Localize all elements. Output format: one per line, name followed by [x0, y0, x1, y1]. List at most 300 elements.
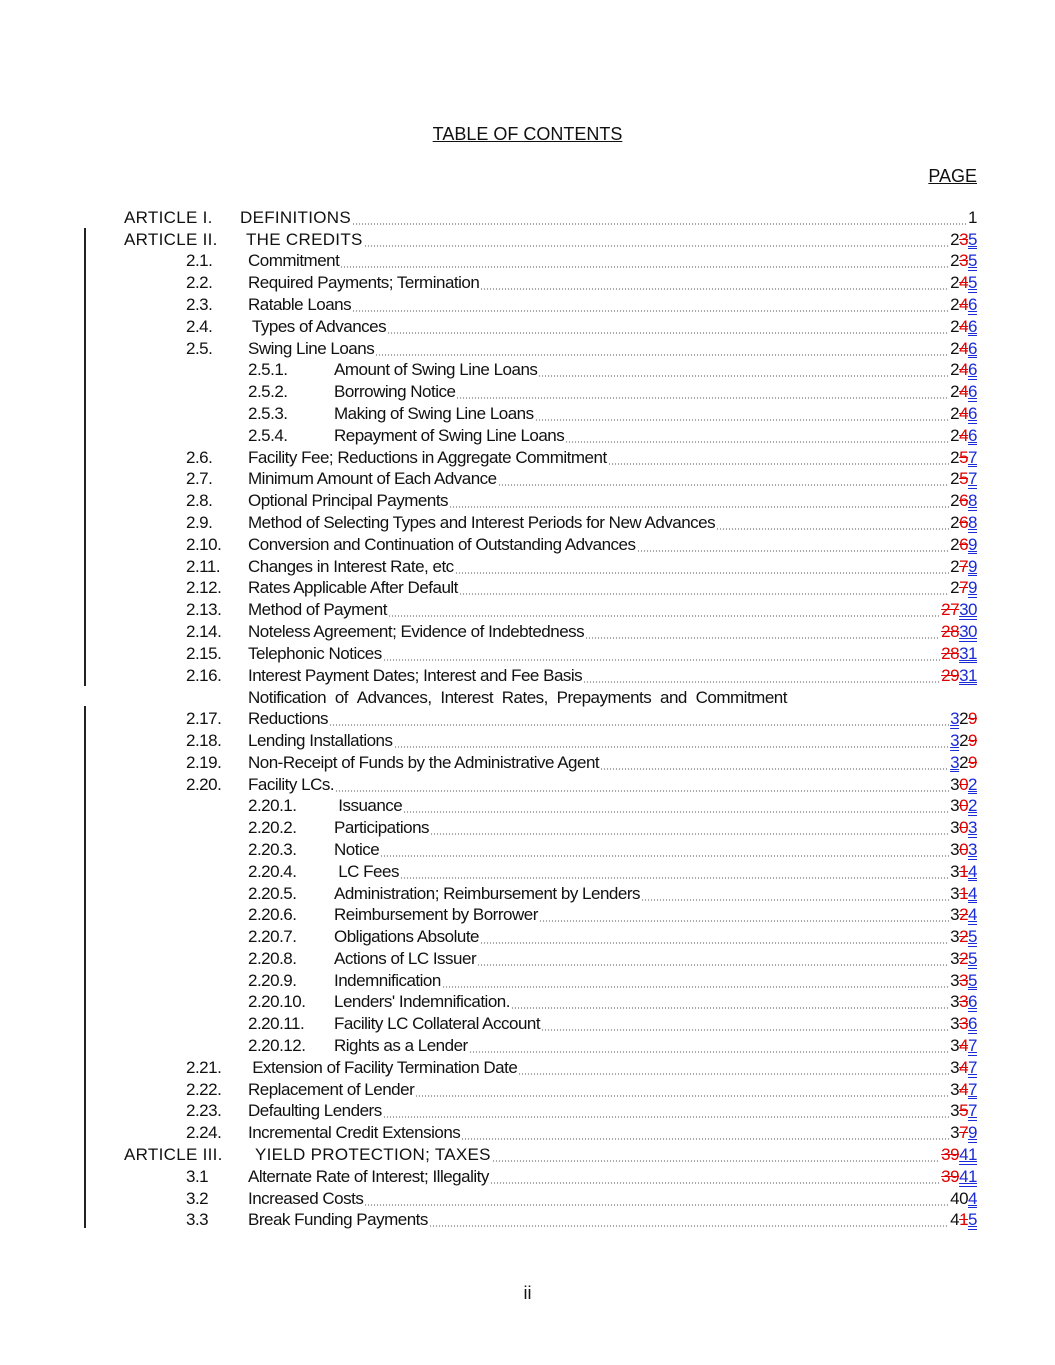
toc-entry-title: Rates Applicable After Default	[248, 578, 458, 598]
page-keep-text: 3	[950, 1101, 960, 1121]
page-ins-text: 41	[959, 1166, 977, 1186]
toc-entry[interactable]	[0, 424, 1055, 446]
page-del-text: 39	[941, 1166, 960, 1186]
toc-entry[interactable]	[0, 337, 1055, 359]
page-del-text: 28	[941, 621, 960, 641]
toc-page-number	[950, 818, 977, 838]
dot-leader	[461, 1138, 949, 1140]
toc-page-number	[950, 382, 977, 402]
dot-leader	[387, 332, 949, 334]
toc-entry-line	[248, 317, 977, 337]
toc-entry[interactable]	[0, 795, 1055, 817]
toc-entry-title: Replacement of Lender	[248, 1079, 415, 1099]
dot-leader	[429, 1225, 949, 1227]
page-ins-text: 6	[968, 425, 977, 445]
toc-entry-title: Facility Fee; Reductions in Aggregate Commitment	[248, 447, 607, 467]
toc-entry[interactable]	[0, 664, 1055, 686]
toc-entry[interactable]	[0, 446, 1055, 468]
dot-leader	[430, 833, 949, 835]
toc-page-number	[950, 796, 977, 816]
page-ins-text: 6	[968, 338, 977, 358]
toc-entry-title: Method of Selecting Types and Interest Periods for New Advances	[248, 512, 716, 532]
toc-entry-number: 2.20.9.	[248, 970, 297, 990]
toc-entry[interactable]	[0, 947, 1055, 969]
toc-page-number	[941, 1167, 977, 1187]
page-ins-text: 4	[968, 905, 977, 925]
toc-entry[interactable]	[0, 969, 1055, 991]
toc-page-number	[941, 666, 977, 686]
toc-entry[interactable]	[0, 598, 1055, 620]
toc-page-number	[950, 251, 977, 271]
toc-entry-number: 2.5.2.	[248, 382, 288, 402]
toc-entry-line	[248, 687, 977, 729]
toc-entry-number: 2.2.	[186, 273, 213, 293]
page-del-text: 0	[959, 796, 969, 816]
dot-leader	[352, 310, 949, 312]
toc-entry-line	[248, 535, 977, 555]
toc-entry-title-word: and	[660, 688, 687, 708]
page-ins-text: 5	[968, 948, 977, 968]
toc-entry-number: 2.5.	[186, 338, 213, 358]
toc-entry-title-word: Notification	[248, 688, 327, 708]
toc-entry-line	[248, 448, 977, 468]
page-keep-text: 3	[950, 1014, 960, 1034]
toc-entry-title: Participations	[334, 818, 430, 838]
page-del-text: 4	[959, 425, 969, 445]
page-del-text: 6	[959, 534, 969, 554]
toc-entry-title: Ratable Loans	[248, 294, 352, 314]
toc-page-number	[950, 1058, 977, 1078]
toc-entry-title: Facility LC Collateral Account	[334, 1014, 541, 1034]
page-del-text: 27	[941, 600, 960, 620]
toc-entry-number: ARTICLE III.	[124, 1145, 223, 1165]
toc-entry-number: 2.8.	[186, 491, 213, 511]
page-keep-text: 2	[959, 730, 969, 750]
page-keep-text: 2	[959, 709, 969, 729]
dot-leader	[340, 266, 949, 268]
toc-entry-number: 2.20.4.	[248, 861, 297, 881]
toc-entry[interactable]	[0, 206, 1055, 228]
page-del-text: 0	[959, 839, 969, 859]
toc-entry-line	[248, 666, 977, 686]
toc-page-number	[950, 491, 977, 511]
toc-entry[interactable]	[0, 250, 1055, 272]
toc-page-number	[950, 360, 977, 380]
toc-entry-line	[248, 1189, 977, 1209]
toc-entry-line	[248, 1080, 977, 1100]
toc-entry-number: 2.17.	[186, 709, 222, 729]
toc-entry-title: Commitment	[248, 251, 340, 271]
page-del-text: 4	[959, 360, 969, 380]
page-del-text: 4	[959, 338, 969, 358]
toc-entry-number: 2.12.	[186, 578, 222, 598]
toc-page-number	[950, 971, 977, 991]
page-keep-text: 2	[950, 556, 960, 576]
toc-entry[interactable]	[0, 838, 1055, 860]
page-ins-text: 31	[959, 643, 977, 663]
page-ins-text: 5	[968, 970, 977, 990]
dot-leader	[449, 506, 949, 508]
toc-entry-number: 2.20.2.	[248, 818, 297, 838]
page-keep-text: 3	[950, 818, 960, 838]
toc-entry[interactable]	[0, 1078, 1055, 1100]
toc-entry[interactable]	[0, 1012, 1055, 1034]
page-ins-text: 6	[968, 360, 977, 380]
toc-page-number	[950, 339, 977, 359]
dot-leader	[637, 550, 950, 552]
toc-page-number	[950, 1189, 977, 1209]
page-ins-text: 5	[968, 1210, 977, 1230]
toc-entry-title: Borrowing Notice	[334, 382, 456, 402]
toc-page-number	[941, 600, 977, 620]
toc-entry-line	[334, 796, 977, 816]
page-del-text: 4	[959, 316, 969, 336]
page-keep-text: 3	[950, 970, 960, 990]
toc-entry[interactable]	[0, 1209, 1055, 1231]
toc-entry-number: 2.5.4.	[248, 425, 288, 445]
toc-entry-number: 2.24.	[186, 1123, 222, 1143]
toc-entry-line	[248, 339, 977, 359]
page-ins-text: 4	[968, 883, 977, 903]
page-del-text: 4	[959, 1079, 969, 1099]
toc-page-number	[950, 927, 977, 947]
page-del-text: 39	[941, 1145, 960, 1165]
toc-entry[interactable]	[0, 555, 1055, 577]
page-keep-text: 3	[950, 774, 960, 794]
toc-entry-line	[248, 731, 977, 751]
toc-entry-line	[248, 1101, 977, 1121]
toc-entry-title: Telephonic Notices	[248, 643, 382, 663]
toc-page-number	[950, 448, 977, 468]
toc-page-number	[950, 775, 977, 795]
toc-entry-number: 2.20.11.	[248, 1014, 305, 1034]
toc-entry-number: 2.11.	[186, 556, 221, 576]
toc-entry-title: Method of Payment	[248, 600, 387, 620]
toc-entry-number: 2.16.	[186, 665, 222, 685]
toc-entry[interactable]	[0, 1165, 1055, 1187]
toc-entry-number: 2.20.5.	[248, 883, 297, 903]
dot-leader	[383, 659, 940, 661]
toc-entry-line	[248, 295, 977, 315]
toc-entry[interactable]	[0, 533, 1055, 555]
page-del-text: 2	[959, 948, 969, 968]
toc-entry[interactable]	[0, 359, 1055, 381]
toc-entry-line	[248, 622, 977, 642]
toc-page-number	[950, 949, 977, 969]
page-ins-text: 3	[950, 709, 960, 729]
toc-page-number	[950, 1036, 977, 1056]
toc-entry-line	[248, 753, 977, 773]
toc-page-number	[950, 862, 977, 882]
page-ins-text: 7	[968, 1057, 977, 1077]
page-del-text: 1	[959, 861, 969, 881]
toc-entry-wrapped-title	[248, 687, 977, 729]
dot-leader	[585, 637, 940, 639]
toc-page-number	[950, 992, 977, 1012]
toc-entry[interactable]	[0, 271, 1055, 293]
page-keep-text: 1	[968, 207, 977, 227]
page-keep-text: 4	[950, 1210, 960, 1230]
dot-leader	[380, 855, 949, 857]
page-keep-text: 3	[950, 1057, 960, 1077]
toc-entry-number: 3.1	[186, 1166, 209, 1186]
page-del-text: 4	[959, 1036, 969, 1056]
toc-entry[interactable]	[0, 402, 1055, 424]
toc-entry-line	[334, 360, 977, 380]
toc-entry-title-line1	[248, 687, 977, 709]
page-ins-text: 5	[968, 229, 977, 249]
page-del-text: 2	[959, 927, 969, 947]
page-keep-text: 3	[950, 927, 960, 947]
page-column-heading: PAGE	[928, 166, 977, 186]
toc-entry-line	[334, 1014, 977, 1034]
toc-entry[interactable]	[0, 1034, 1055, 1056]
toc-page-number	[950, 884, 977, 904]
toc-entry[interactable]	[0, 882, 1055, 904]
page-ins-text: 9	[968, 1123, 977, 1143]
toc-entry[interactable]	[0, 860, 1055, 882]
toc-entry-title: Non-Receipt of Funds by the Administrative Agent	[248, 752, 600, 772]
toc-entry-line	[248, 1210, 977, 1230]
toc-page-number	[968, 208, 977, 228]
page-del-text: 7	[959, 578, 969, 598]
toc-page-number	[950, 1014, 977, 1034]
page-keep-text: 3	[950, 1079, 960, 1099]
toc-entry[interactable]	[0, 380, 1055, 402]
page-keep-text: 2	[950, 294, 960, 314]
toc-entry-title-word: Rates,	[501, 688, 548, 708]
toc-page-number	[950, 578, 977, 598]
toc-entry[interactable]	[0, 729, 1055, 751]
dot-leader	[480, 942, 949, 944]
page-del-text: 3	[959, 229, 969, 249]
page-ins-text: 7	[968, 1101, 977, 1121]
toc-entry-title: Making of Swing Line Loans	[334, 403, 534, 423]
dot-leader	[364, 1204, 949, 1206]
toc-entry-title: Obligations Absolute	[334, 927, 479, 947]
page-ins-text: 6	[968, 294, 977, 314]
dot-leader	[394, 746, 950, 748]
toc-entry[interactable]	[0, 511, 1055, 533]
toc-entry-number: 2.9.	[186, 512, 213, 532]
toc-page-number	[950, 1210, 977, 1230]
toc-entry[interactable]	[0, 1143, 1055, 1165]
toc-entry-number: ARTICLE II.	[124, 229, 218, 249]
toc-entry-line	[248, 600, 977, 620]
toc-entry[interactable]	[0, 489, 1055, 511]
page-del-text: 3	[959, 992, 969, 1012]
page-keep-text: 2	[950, 273, 960, 293]
dot-leader	[539, 920, 949, 922]
dot-leader	[518, 1073, 949, 1075]
toc-entry-line	[248, 557, 977, 577]
toc-entry[interactable]	[0, 1187, 1055, 1209]
toc-page-number	[950, 273, 977, 293]
page-ins-text: 9	[968, 578, 977, 598]
toc-entry-title: Incremental Credit Extensions	[248, 1123, 461, 1143]
toc-entry[interactable]	[0, 751, 1055, 773]
dot-leader	[511, 1007, 949, 1009]
dot-leader	[716, 528, 949, 530]
dot-leader	[492, 1160, 940, 1162]
toc-entry[interactable]	[0, 642, 1055, 664]
page-del-text: 2	[959, 905, 969, 925]
toc-entry[interactable]	[0, 991, 1055, 1013]
dot-leader	[469, 1051, 949, 1053]
toc-entry-line	[248, 513, 977, 533]
toc-entry-title-word: Interest	[440, 688, 494, 708]
dot-leader	[335, 790, 949, 792]
page-keep-text: 2	[950, 534, 960, 554]
toc-entry[interactable]	[0, 228, 1055, 250]
toc-entry-number: 2.4.	[186, 316, 213, 336]
dot-leader	[583, 681, 940, 683]
toc-title: TABLE OF CONTENTS	[432, 124, 623, 144]
toc-entry-title: Lenders' Indemnification.	[334, 992, 510, 1012]
toc-page-number	[950, 295, 977, 315]
page-keep-text: 3	[950, 1036, 960, 1056]
toc-entry-number: 3.2	[186, 1188, 209, 1208]
toc-entry-title: YIELD PROTECTION; TAXES	[255, 1145, 491, 1165]
toc-page-number	[950, 557, 977, 577]
toc-entry-line	[334, 862, 977, 882]
page-ins-text: 5	[968, 251, 977, 271]
toc-entry-title: Optional Principal Payments	[248, 491, 449, 511]
page-ins-text: 4	[968, 861, 977, 881]
toc-entry-number: 2.21.	[186, 1057, 222, 1077]
dot-leader	[352, 223, 967, 225]
page-del-text: 6	[959, 512, 969, 532]
toc-entry-title: Reimbursement by Borrower	[334, 905, 538, 925]
toc-entry-line	[334, 818, 977, 838]
page-ins-text: 30	[959, 600, 977, 620]
page-keep-text: 2	[950, 338, 960, 358]
page-ins-text: 7	[968, 469, 977, 489]
page-del-text: 3	[959, 251, 969, 271]
page-keep-text: 3	[950, 948, 960, 968]
toc-entry-line	[255, 1145, 977, 1165]
page-del-text: 5	[959, 1101, 969, 1121]
toc-entry-number: 2.20.3.	[248, 839, 297, 859]
page-del-text: 28	[941, 643, 960, 663]
page-ins-text: 8	[968, 512, 977, 532]
toc-entry-number: 2.23.	[186, 1101, 222, 1121]
toc-entry[interactable]	[0, 925, 1055, 947]
page-keep-text: 2	[950, 469, 960, 489]
dot-leader	[383, 1116, 949, 1118]
toc-entry-line	[334, 382, 977, 402]
toc-page-number	[950, 1080, 977, 1100]
toc-entry-title: Noteless Agreement; Evidence of Indebtedness	[248, 621, 585, 641]
page-keep-text: 2	[950, 512, 960, 532]
page-ins-text: 4	[968, 1188, 977, 1208]
page-del-text: 4	[959, 382, 969, 402]
page-ins-text: 5	[968, 927, 977, 947]
toc-entry-title: Lending Installations	[248, 730, 393, 750]
toc-entry-line	[248, 644, 977, 664]
toc-entry[interactable]	[0, 904, 1055, 926]
toc-entry-number: 2.15.	[186, 643, 222, 663]
toc-entry[interactable]	[0, 816, 1055, 838]
toc-page-number	[950, 1123, 977, 1143]
toc-entry[interactable]	[0, 773, 1055, 795]
toc-page-number	[950, 404, 977, 424]
toc-entry-line	[334, 840, 977, 860]
toc-entry[interactable]	[0, 686, 1055, 730]
page-del-text: 0	[959, 774, 969, 794]
toc-entry-title: Required Payments; Termination	[248, 273, 480, 293]
dot-leader	[498, 484, 949, 486]
dot-leader	[477, 964, 949, 966]
toc-page-number	[950, 513, 977, 533]
page-del-text: 0	[959, 818, 969, 838]
page-del-text: 4	[959, 1057, 969, 1077]
toc-page-number	[950, 753, 977, 773]
toc-entry-number: 2.3.	[186, 294, 213, 314]
toc-page-number	[950, 317, 977, 337]
toc-entry-number: 2.20.	[186, 774, 222, 794]
toc-entry[interactable]	[0, 293, 1055, 315]
page-ins-text: 6	[968, 382, 977, 402]
toc-entry-number: 2.20.7.	[248, 927, 297, 947]
page-del-text: 5	[959, 469, 969, 489]
toc-entry-line	[334, 927, 977, 947]
page-del-text: 9	[968, 709, 977, 729]
toc-entry-line	[334, 404, 977, 424]
dot-leader	[375, 354, 949, 356]
page-keep-text: 3	[950, 796, 960, 816]
dot-leader	[459, 593, 949, 595]
toc-page-number	[950, 426, 977, 446]
toc-entry-title: Extension of Facility Termination Date	[248, 1057, 518, 1077]
page-ins-text: 7	[968, 1036, 977, 1056]
page-keep-text: 40	[950, 1188, 969, 1208]
toc-entry-title-word: of	[334, 688, 349, 708]
toc-entry-line	[334, 971, 977, 991]
toc-entry[interactable]	[0, 315, 1055, 337]
toc-entry-line	[334, 949, 977, 969]
toc-entry[interactable]	[0, 468, 1055, 490]
toc-entry-number: 2.10.	[186, 534, 222, 554]
page-ins-text: 8	[968, 491, 977, 511]
toc-entry-number: 2.1.	[186, 251, 213, 271]
page-del-text: 4	[959, 294, 969, 314]
toc-entry-line	[248, 1167, 977, 1187]
toc-entry[interactable]	[0, 1121, 1055, 1143]
toc-entry-title: Repayment of Swing Line Loans	[334, 425, 565, 445]
page-ins-text: 6	[968, 403, 977, 423]
toc-entry[interactable]	[0, 577, 1055, 599]
page-ins-text: 31	[959, 665, 977, 685]
dot-leader	[608, 463, 949, 465]
toc-entry-number: 2.22.	[186, 1079, 222, 1099]
toc-entry-number: 2.18.	[186, 730, 222, 750]
toc-entry-title: Rights as a Lender	[334, 1036, 468, 1056]
page-ins-text: 2	[968, 796, 977, 816]
toc-entry-line	[248, 1058, 977, 1078]
toc-entry[interactable]	[0, 1056, 1055, 1078]
dot-leader	[456, 397, 949, 399]
toc-entry[interactable]	[0, 620, 1055, 642]
page-keep-text: 2	[950, 382, 960, 402]
toc-entry[interactable]	[0, 1100, 1055, 1122]
toc-entry-line	[334, 905, 977, 925]
toc-page-number	[950, 1101, 977, 1121]
toc-entry-title: Actions of LC Issuer	[334, 948, 477, 968]
page-keep-text: 3	[950, 992, 960, 1012]
page-keep-text: 2	[959, 752, 969, 772]
toc-entry-title: Reductions	[248, 709, 329, 729]
